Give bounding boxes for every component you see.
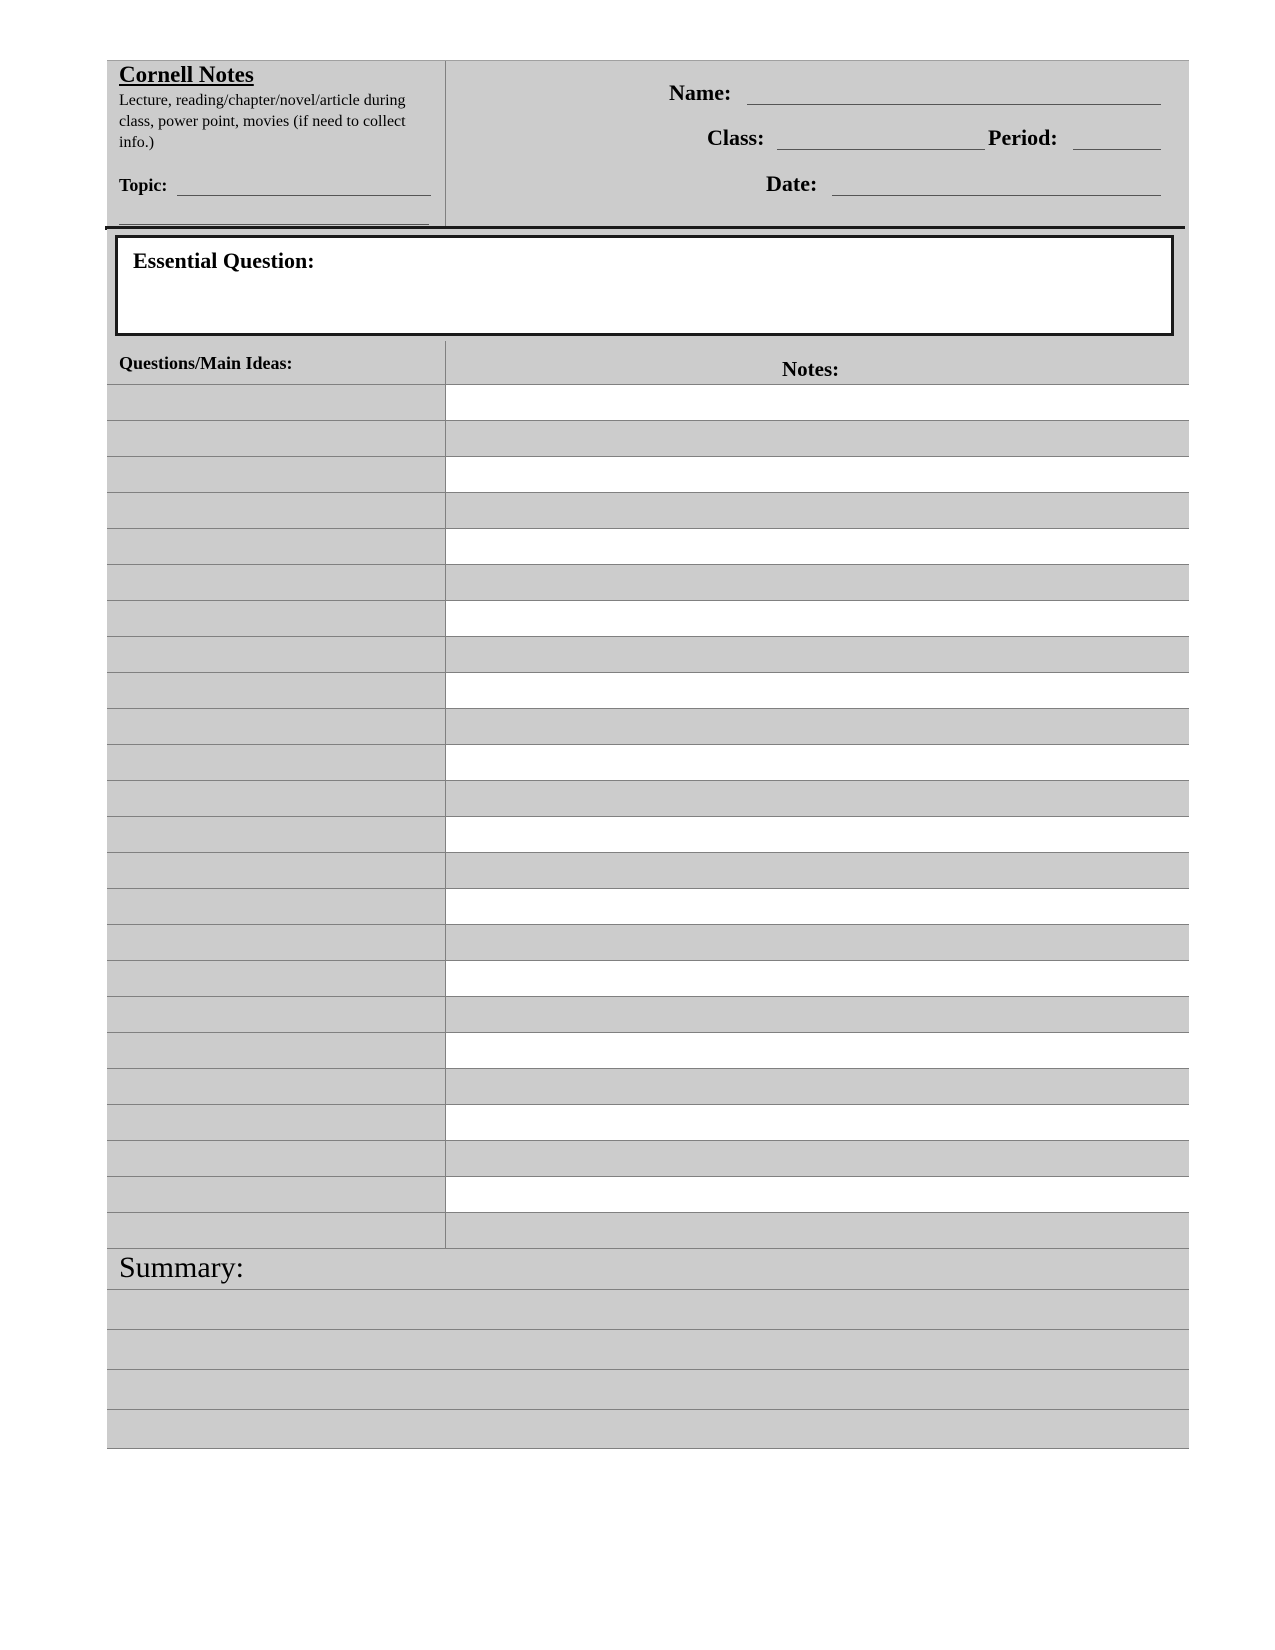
page-title: Cornell Notes bbox=[119, 62, 254, 87]
question-cell[interactable] bbox=[107, 889, 446, 924]
notes-row bbox=[107, 780, 1189, 816]
notes-row bbox=[107, 1104, 1189, 1140]
summary-label: Summary: bbox=[119, 1251, 244, 1284]
note-cell[interactable] bbox=[446, 385, 1189, 420]
notes-row bbox=[107, 1140, 1189, 1176]
note-cell[interactable] bbox=[446, 529, 1189, 564]
note-cell[interactable] bbox=[446, 781, 1189, 816]
question-cell[interactable] bbox=[107, 745, 446, 780]
note-cell[interactable] bbox=[446, 889, 1189, 924]
notes-row bbox=[107, 600, 1189, 636]
notes-row bbox=[107, 1068, 1189, 1104]
notes-row bbox=[107, 456, 1189, 492]
note-cell[interactable] bbox=[446, 673, 1189, 708]
date-label: Date: bbox=[766, 171, 818, 196]
note-cell[interactable] bbox=[446, 853, 1189, 888]
period-field[interactable] bbox=[1073, 149, 1161, 150]
column-divider bbox=[445, 341, 446, 384]
notes-row bbox=[107, 996, 1189, 1032]
question-cell[interactable] bbox=[107, 817, 446, 852]
question-cell[interactable] bbox=[107, 637, 446, 672]
question-cell[interactable] bbox=[107, 961, 446, 996]
note-cell[interactable] bbox=[446, 637, 1189, 672]
note-cell[interactable] bbox=[446, 709, 1189, 744]
notes-column-header: Notes: bbox=[782, 357, 840, 381]
note-cell[interactable] bbox=[446, 565, 1189, 600]
notes-row bbox=[107, 852, 1189, 888]
note-cell[interactable] bbox=[446, 1069, 1189, 1104]
page-subtitle: Lecture, reading/chapter/novel/article during class, power point, movies (if need to collect info.) bbox=[119, 92, 406, 151]
question-cell[interactable] bbox=[107, 1069, 446, 1104]
note-cell[interactable] bbox=[446, 961, 1189, 996]
note-cell[interactable] bbox=[446, 1033, 1189, 1068]
note-cell[interactable] bbox=[446, 493, 1189, 528]
notes-row bbox=[107, 420, 1189, 456]
question-cell[interactable] bbox=[107, 925, 446, 960]
question-cell[interactable] bbox=[107, 457, 446, 492]
note-cell[interactable] bbox=[446, 457, 1189, 492]
question-cell[interactable] bbox=[107, 1141, 446, 1176]
topic-field-line-2[interactable] bbox=[119, 224, 429, 225]
notes-row bbox=[107, 744, 1189, 780]
period-label: Period: bbox=[988, 125, 1058, 150]
cornell-notes-sheet bbox=[107, 60, 1189, 1449]
question-cell[interactable] bbox=[107, 421, 446, 456]
question-cell[interactable] bbox=[107, 493, 446, 528]
question-cell[interactable] bbox=[107, 601, 446, 636]
summary-section bbox=[107, 1248, 1189, 1289]
notes-row bbox=[107, 528, 1189, 564]
summary-line[interactable] bbox=[107, 1409, 1189, 1449]
topic-field-line[interactable] bbox=[177, 195, 431, 196]
essential-question-box[interactable] bbox=[115, 235, 1174, 336]
question-cell[interactable] bbox=[107, 997, 446, 1032]
question-cell[interactable] bbox=[107, 385, 446, 420]
question-cell[interactable] bbox=[107, 709, 446, 744]
note-cell[interactable] bbox=[446, 1141, 1189, 1176]
notes-row bbox=[107, 492, 1189, 528]
topic-label: Topic: bbox=[119, 175, 168, 195]
notes-row bbox=[107, 384, 1189, 420]
question-cell[interactable] bbox=[107, 1033, 446, 1068]
question-cell[interactable] bbox=[107, 1177, 446, 1212]
notes-row bbox=[107, 708, 1189, 744]
summary-line[interactable] bbox=[107, 1289, 1189, 1329]
header-section bbox=[107, 60, 1189, 229]
name-field[interactable] bbox=[747, 104, 1161, 105]
notes-row bbox=[107, 636, 1189, 672]
notes-row bbox=[107, 564, 1189, 600]
notes-row bbox=[107, 888, 1189, 924]
date-field[interactable] bbox=[832, 195, 1161, 196]
class-label: Class: bbox=[707, 125, 765, 150]
class-field[interactable] bbox=[777, 149, 985, 150]
essential-question-section bbox=[107, 229, 1189, 341]
notes-row bbox=[107, 1176, 1189, 1212]
summary-line[interactable] bbox=[107, 1369, 1189, 1409]
notes-row bbox=[107, 1032, 1189, 1068]
summary-line[interactable] bbox=[107, 1329, 1189, 1369]
column-headers bbox=[107, 341, 1189, 384]
note-cell[interactable] bbox=[446, 1105, 1189, 1140]
note-cell[interactable] bbox=[446, 745, 1189, 780]
notes-row bbox=[107, 816, 1189, 852]
question-cell[interactable] bbox=[107, 853, 446, 888]
note-cell[interactable] bbox=[446, 1177, 1189, 1212]
header-left-panel bbox=[107, 61, 446, 241]
question-cell[interactable] bbox=[107, 1105, 446, 1140]
notes-row bbox=[107, 960, 1189, 996]
name-label: Name: bbox=[669, 80, 732, 105]
note-cell[interactable] bbox=[446, 925, 1189, 960]
question-cell[interactable] bbox=[107, 529, 446, 564]
note-cell[interactable] bbox=[446, 997, 1189, 1032]
notes-row bbox=[107, 672, 1189, 708]
question-cell[interactable] bbox=[107, 565, 446, 600]
notes-rows bbox=[107, 384, 1189, 1248]
essential-question-label: Essential Question: bbox=[133, 248, 315, 273]
note-cell[interactable] bbox=[446, 421, 1189, 456]
notes-row bbox=[107, 1212, 1189, 1248]
note-cell[interactable] bbox=[446, 601, 1189, 636]
note-cell[interactable] bbox=[446, 817, 1189, 852]
notes-row bbox=[107, 924, 1189, 960]
question-cell[interactable] bbox=[107, 1213, 446, 1248]
questions-column-header: Questions/Main Ideas: bbox=[119, 353, 293, 373]
note-cell[interactable] bbox=[446, 1213, 1189, 1248]
question-cell[interactable] bbox=[107, 673, 446, 708]
question-cell[interactable] bbox=[107, 781, 446, 816]
